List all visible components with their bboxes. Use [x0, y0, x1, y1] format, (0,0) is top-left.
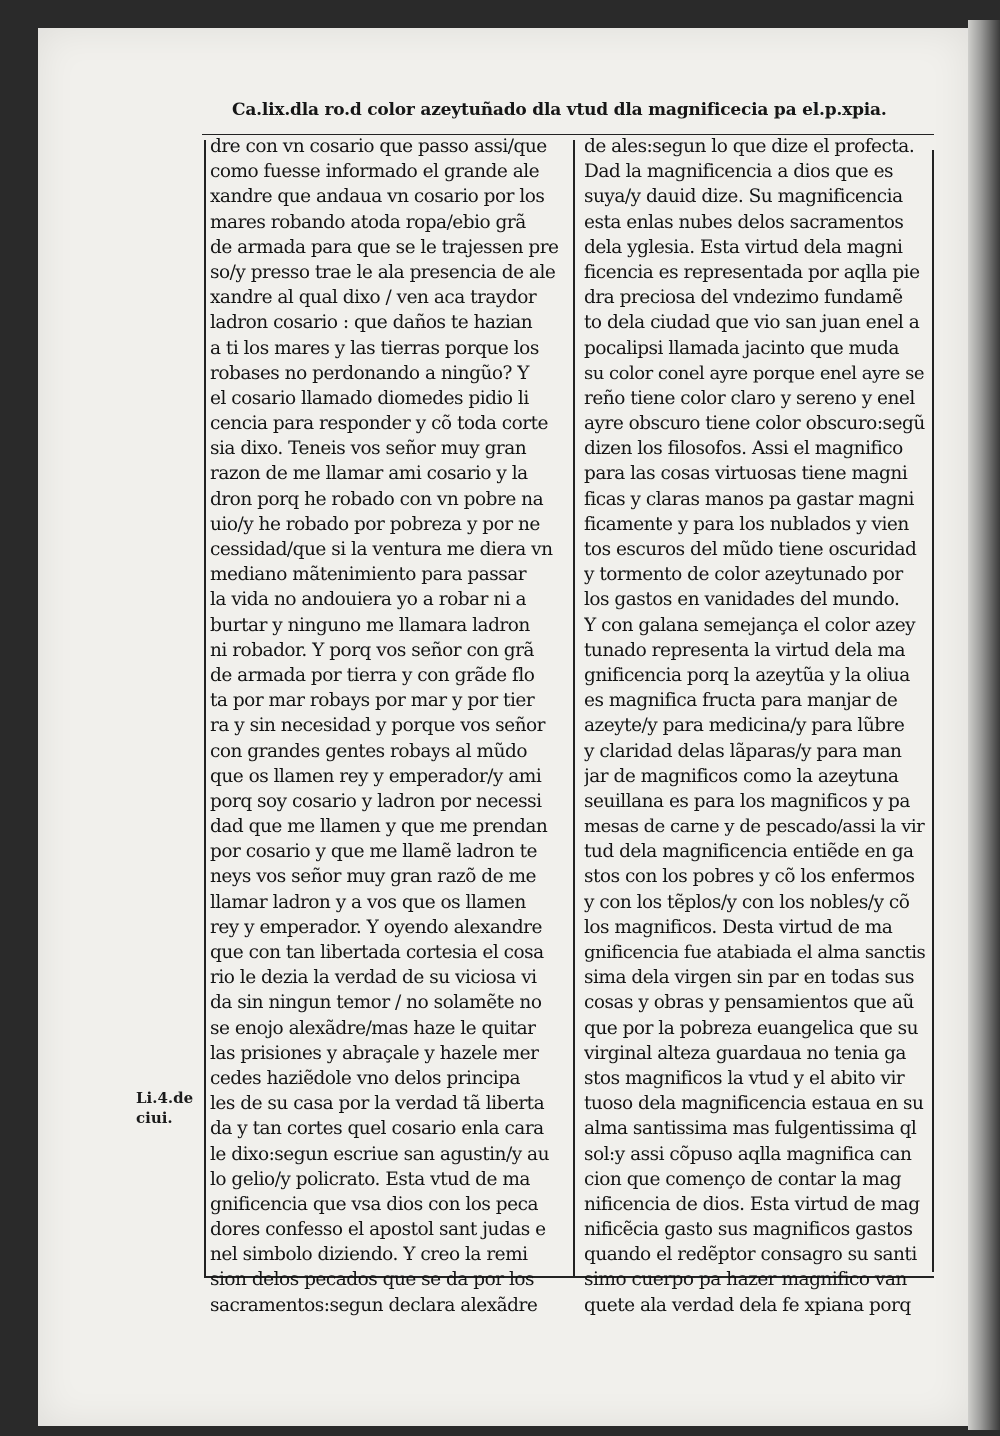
- text-line: de armada para que se le trajessen pre: [210, 236, 559, 258]
- text-line: Y con galana semejança el color azey: [584, 614, 916, 636]
- text-line: nel simbolo diziendo. Y creo la remi: [210, 1244, 528, 1266]
- text-line: porq soy cosario y ladron por necessi: [210, 790, 542, 812]
- text-line: mesas de carne y de pescado/assi la vir: [584, 816, 925, 838]
- text-line: los gastos en vanidades del mundo.: [584, 589, 900, 611]
- text-line: llamar ladron y a vos que os llamen: [210, 891, 526, 913]
- text-line: dad que me llamen y que me prendan: [210, 816, 548, 838]
- text-line: se enojo alexãdre/mas haze le quitar: [210, 1017, 536, 1039]
- text-line: a ti los mares y las tierras porque los: [210, 337, 539, 359]
- text-line: dizen los filosofos. Assi el magnifico: [584, 438, 903, 460]
- text-line: cencia para responder y cõ toda corte: [210, 413, 548, 435]
- margin-note-line: ciui.: [136, 1109, 173, 1127]
- text-line: mediano mãtenimiento para passar: [210, 564, 527, 586]
- text-line: rey y emperador. Y oyendo alexandre: [210, 916, 542, 938]
- text-line: ficas y claras manos pa gastar magni: [584, 488, 914, 510]
- text-line: que os llamen rey y emperador/y ami: [210, 765, 542, 787]
- text-line: xandre que andaua vn cosario por los: [210, 186, 545, 208]
- text-line: que por la pobreza euangelica que su: [584, 1017, 919, 1039]
- text-line: cosas y obras y pensamientos que aũ: [584, 992, 914, 1014]
- text-line: tud dela magnificencia entiẽde en ga: [584, 841, 914, 863]
- text-line: alma santissima mas fulgentissima ql: [584, 1118, 917, 1140]
- text-line: las prisiones y abraçale y hazele mer: [210, 1042, 539, 1064]
- text-line: y claridad delas lãparas/y para man: [584, 740, 902, 762]
- column-divider-rule: [573, 140, 575, 1278]
- text-line: tos escuros del mũdo tiene oscuridad: [584, 539, 917, 560]
- text-line: sia dixo. Teneis vos señor muy gran: [210, 438, 527, 460]
- text-line: dela yglesia. Esta virtud dela magni: [584, 236, 903, 258]
- text-line: Dad la magnificencia a dios que es: [584, 161, 894, 183]
- text-line: dron porq he robado con vn pobre na: [210, 488, 544, 510]
- text-line: razon de me llamar ami cosario y la: [210, 463, 528, 485]
- text-line: ayre obscuro tiene color obscuro:segũ: [584, 413, 925, 435]
- text-line: neys vos señor muy gran razõ de me: [210, 866, 536, 888]
- text-line: stos con los pobres y cõ los enfermos: [584, 866, 915, 888]
- right-column-rule: [932, 150, 934, 1272]
- text-line: les de su casa por la verdad tã liberta: [210, 1093, 545, 1115]
- text-line: lo gelio/y policrato. Esta vtud de ma: [210, 1168, 530, 1190]
- text-line: dra preciosa del vndezimo fundamẽ: [584, 287, 903, 309]
- text-line: que con tan libertada cortesia el cosa: [210, 942, 544, 963]
- text-line: mares robando atoda ropa/ebio grã: [210, 211, 526, 233]
- text-line: so/y presso trae le ala presencia de ale: [210, 261, 556, 283]
- text-line: la vida no andouiera yo a robar ni a: [210, 589, 527, 611]
- text-line: por cosario y que me llamẽ ladron te: [210, 841, 537, 863]
- text-line: ra y sin necesidad y porque vos señor: [210, 715, 546, 737]
- book-edge: [968, 20, 1000, 1430]
- text-line: simo cuerpo pa hazer magnifico van: [584, 1269, 907, 1291]
- text-line: tunado representa la virtud dela ma: [584, 639, 906, 661]
- text-line: tuoso dela magnificencia estaua en su: [584, 1093, 924, 1115]
- text-line: dre con vn cosario que passo assi/que: [210, 136, 547, 157]
- margin-note-line: Li.4.de: [136, 1089, 194, 1107]
- text-line: virginal alteza guardaua no tenia ga: [584, 1042, 906, 1064]
- text-line: y con los tẽplos/y con los nobles/y cõ: [584, 891, 910, 913]
- left-column-rule: [204, 140, 206, 1278]
- text-line: esta enlas nubes delos sacramentos: [584, 211, 904, 233]
- text-line: ladron cosario : que daños te hazian: [210, 312, 533, 334]
- text-line: quete ala verdad dela fe xpiana porq: [584, 1294, 911, 1316]
- text-line: to dela ciudad que vio san juan enel a: [584, 312, 920, 334]
- text-line: con grandes gentes robays al mũdo: [210, 740, 527, 762]
- text-line: suya/y dauid dize. Su magnificencia: [584, 186, 903, 208]
- text-line: xandre al qual dixo / ven aca traydor: [210, 287, 537, 309]
- text-line: como fuesse informado el grande ale: [210, 161, 540, 183]
- text-line: cedes haziẽdole vno delos principa: [210, 1067, 521, 1089]
- text-line: nificencia de dios. Esta virtud de mag: [584, 1193, 920, 1215]
- text-line: sol:y assi cõpuso aqlla magnifica can: [584, 1143, 912, 1165]
- margin-note: [136, 1088, 204, 1128]
- text-line: jar de magnificos como la azeytuna: [584, 765, 899, 787]
- text-line: stos magnificos la vtud y el abito vir: [584, 1067, 905, 1089]
- text-line: de ales:segun lo que dize el profecta.: [584, 136, 915, 157]
- text-line: los magnificos. Desta virtud de ma: [584, 916, 893, 938]
- text-line: de armada por tierra y con grãde flo: [210, 664, 535, 686]
- text-line: cessidad/que si la ventura me diera vn: [210, 539, 553, 560]
- text-line: gnificencia que vsa dios con los peca: [210, 1193, 538, 1215]
- text-line: uio/y he robado por pobreza y por ne: [210, 513, 540, 535]
- left-text-column: [210, 134, 570, 1318]
- text-line: y tormento de color azeytunado por: [584, 564, 903, 586]
- text-line: el cosario llamado diomedes pidio li: [210, 387, 529, 409]
- text-line: sima dela virgen sin par en todas sus: [584, 967, 915, 989]
- text-line: dores confesso el apostol sant judas e: [210, 1219, 546, 1241]
- text-line: ficencia es representada por aqlla pie: [584, 261, 920, 283]
- running-head: Ca.lix.dla ro.d color azeytuñado dla vtud dla magnificecia pa el.p.xpia.: [232, 100, 887, 120]
- text-line: sion delos pecados que se da por los: [210, 1269, 535, 1291]
- text-line: gnificencia fue atabiada el alma sanctis: [584, 942, 926, 963]
- text-line: para las cosas virtuosas tiene magni: [584, 463, 908, 485]
- text-line: da y tan cortes quel cosario enla cara: [210, 1118, 544, 1140]
- text-line: rio le dezia la verdad de su viciosa vi: [210, 967, 537, 989]
- right-text-column: [584, 134, 928, 1318]
- text-line: seuillana es para los magnificos y pa: [584, 790, 910, 812]
- text-line: ni robador. Y porq vos señor con grã: [210, 639, 534, 661]
- text-line: ficamente y para los nublados y vien: [584, 513, 909, 535]
- text-line: su color conel ayre porque enel ayre se: [584, 362, 925, 384]
- text-line: da sin ningun temor / no solamẽte no: [210, 992, 542, 1014]
- text-line: azeyte/y para medicina/y para lũbre: [584, 715, 905, 737]
- text-line: es magnifica fructa para manjar de: [584, 690, 898, 712]
- text-line: burtar y ninguno me llamara ladron: [210, 614, 530, 636]
- text-line: ta por mar robays por mar y por tier: [210, 690, 535, 712]
- text-line: gnificencia porq la azeytũa y la oliua: [584, 664, 910, 686]
- text-line: sacramentos:segun declara alexãdre: [210, 1294, 538, 1316]
- text-line: pocalipsi llamada jacinto que muda: [584, 337, 899, 359]
- text-line: robases no perdonando a ningũo? Y: [210, 362, 530, 384]
- text-line: le dixo:segun escriue san agustin/y au: [210, 1143, 549, 1165]
- text-line: quando el redẽptor consagro su santi: [584, 1244, 917, 1266]
- text-line: cion que començo de contar la mag: [584, 1168, 902, 1190]
- text-line: nificẽcia gasto sus magnificos gastos: [584, 1219, 913, 1241]
- text-line: reño tiene color claro y sereno y enel: [584, 387, 915, 409]
